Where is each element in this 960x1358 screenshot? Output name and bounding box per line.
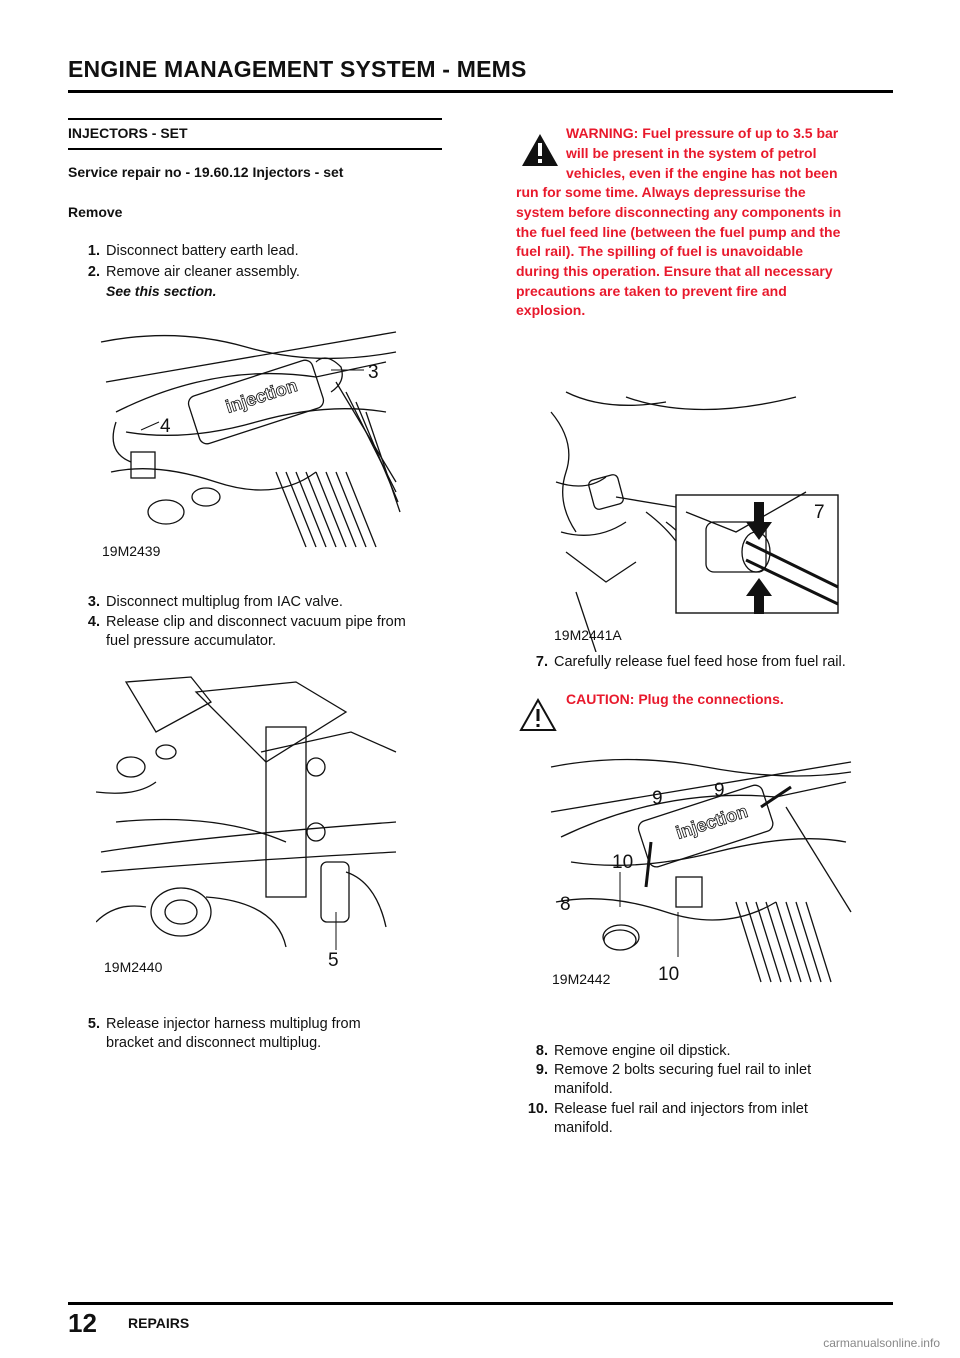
step-number: 7. [535,654,548,670]
step-7 [516,653,896,673]
step-4 [68,613,448,653]
warning-icon [520,132,560,168]
callout-5: 5 [328,950,339,971]
step-text: Release injector harness multiplug from [106,1016,361,1032]
warning-line-10: explosion. [516,302,586,318]
figure-id: 19M2441A [554,627,622,643]
step-text: Release fuel rail and injectors from inlet [554,1101,808,1117]
callout-4: 4 [160,416,171,437]
footer-section-label: REPAIRS [128,1315,190,1331]
step-number: 8. [535,1043,548,1059]
step-1 [68,242,448,262]
callout-3: 3 [368,362,379,383]
footer-divider [68,1302,893,1305]
warning-line-4: run for some time. Always depressurise the [516,184,806,200]
cross-reference-link[interactable]: See this section. [106,283,217,299]
section-bottom-rule [68,148,442,150]
warning-line-6: the fuel feed line (between the fuel pump and the [516,224,841,240]
step-number: 2. [87,264,100,280]
step-text: Remove engine oil dipstick. [554,1043,731,1059]
step-10 [516,1100,896,1140]
callout-10-top: 10 [612,852,634,873]
step-text: Remove 2 bolts securing fuel rail to inlet [554,1062,812,1078]
embossed-text: injection [673,801,751,843]
figure-id: 19M2439 [102,543,161,559]
step-text: Disconnect multiplug from IAC valve. [106,594,343,610]
step-text-line-2: manifold. [554,1120,613,1136]
engine-illustration-fuel-rail [96,322,406,562]
step-8 [516,1042,896,1062]
caution-text: CAUTION: Plug the connections. [566,691,784,707]
page-title: ENGINE MANAGEMENT SYSTEM - MEMS [68,56,527,82]
figure-id: 19M2442 [552,971,611,987]
figure-19M2439 [96,322,406,562]
callout-8: 8 [560,894,571,915]
engine-illustration-fuel-rail-removal [546,752,858,992]
section-top-rule [68,118,442,120]
remove-subheading: Remove [68,204,123,220]
step-number: 10. [527,1101,548,1117]
step-number: 4. [87,614,100,630]
step-number: 3. [87,594,100,610]
callout-9-left: 9 [652,788,663,809]
embossed-text: injection [223,375,300,417]
watermark: carmanualsonline.info [823,1336,940,1350]
step-text-line-2: bracket and disconnect multiplug. [106,1035,322,1051]
step-2 [68,263,448,283]
warning-line-9: precautions are taken to prevent fire and [516,283,787,299]
engine-illustration-iac-valve [96,672,416,972]
warning-line-8: during this operation. Ensure that all necessary [516,263,833,279]
step-text: Remove air cleaner assembly. [106,264,300,280]
warning-line-5: system before disconnecting any components in [516,204,842,220]
step-3 [68,593,448,613]
figure-id: 19M2440 [104,959,163,972]
step-text: Disconnect battery earth lead. [106,243,299,259]
step-text-line-2: manifold. [554,1081,613,1097]
callout-10-bottom: 10 [658,964,680,985]
caution-icon [518,697,558,733]
callout-9-right: 9 [714,780,725,801]
step-text: Carefully release fuel feed hose from fuel rail. [554,654,846,670]
page-number: 12 [68,1308,97,1338]
engine-illustration-fuel-feed [546,382,846,652]
step-number: 5. [87,1016,100,1032]
step-text: Release clip and disconnect vacuum pipe from [106,614,406,630]
figure-19M2440 [96,672,416,972]
warning-line-3: vehicles, even if the engine has not been [566,165,838,181]
warning-line-1: WARNING: Fuel pressure of up to 3.5 bar [566,125,839,141]
service-repair-line: Service repair no - 19.60.12 Injectors - set [68,164,344,180]
figure-19M2441A [546,382,846,652]
step-5 [68,1015,448,1055]
step-text-line-2: fuel pressure accumulator. [106,633,277,649]
step-9 [516,1061,896,1101]
header-divider [68,90,893,93]
warning-line-7: fuel rail). The spilling of fuel is unavoidable [516,243,804,259]
callout-7: 7 [814,502,825,523]
warning-line-2: will be present in the system of petrol [566,145,817,161]
figure-19M2442 [546,752,858,992]
section-title: INJECTORS - SET [68,125,188,141]
step-number: 1. [87,243,100,259]
step-number: 9. [535,1062,548,1078]
